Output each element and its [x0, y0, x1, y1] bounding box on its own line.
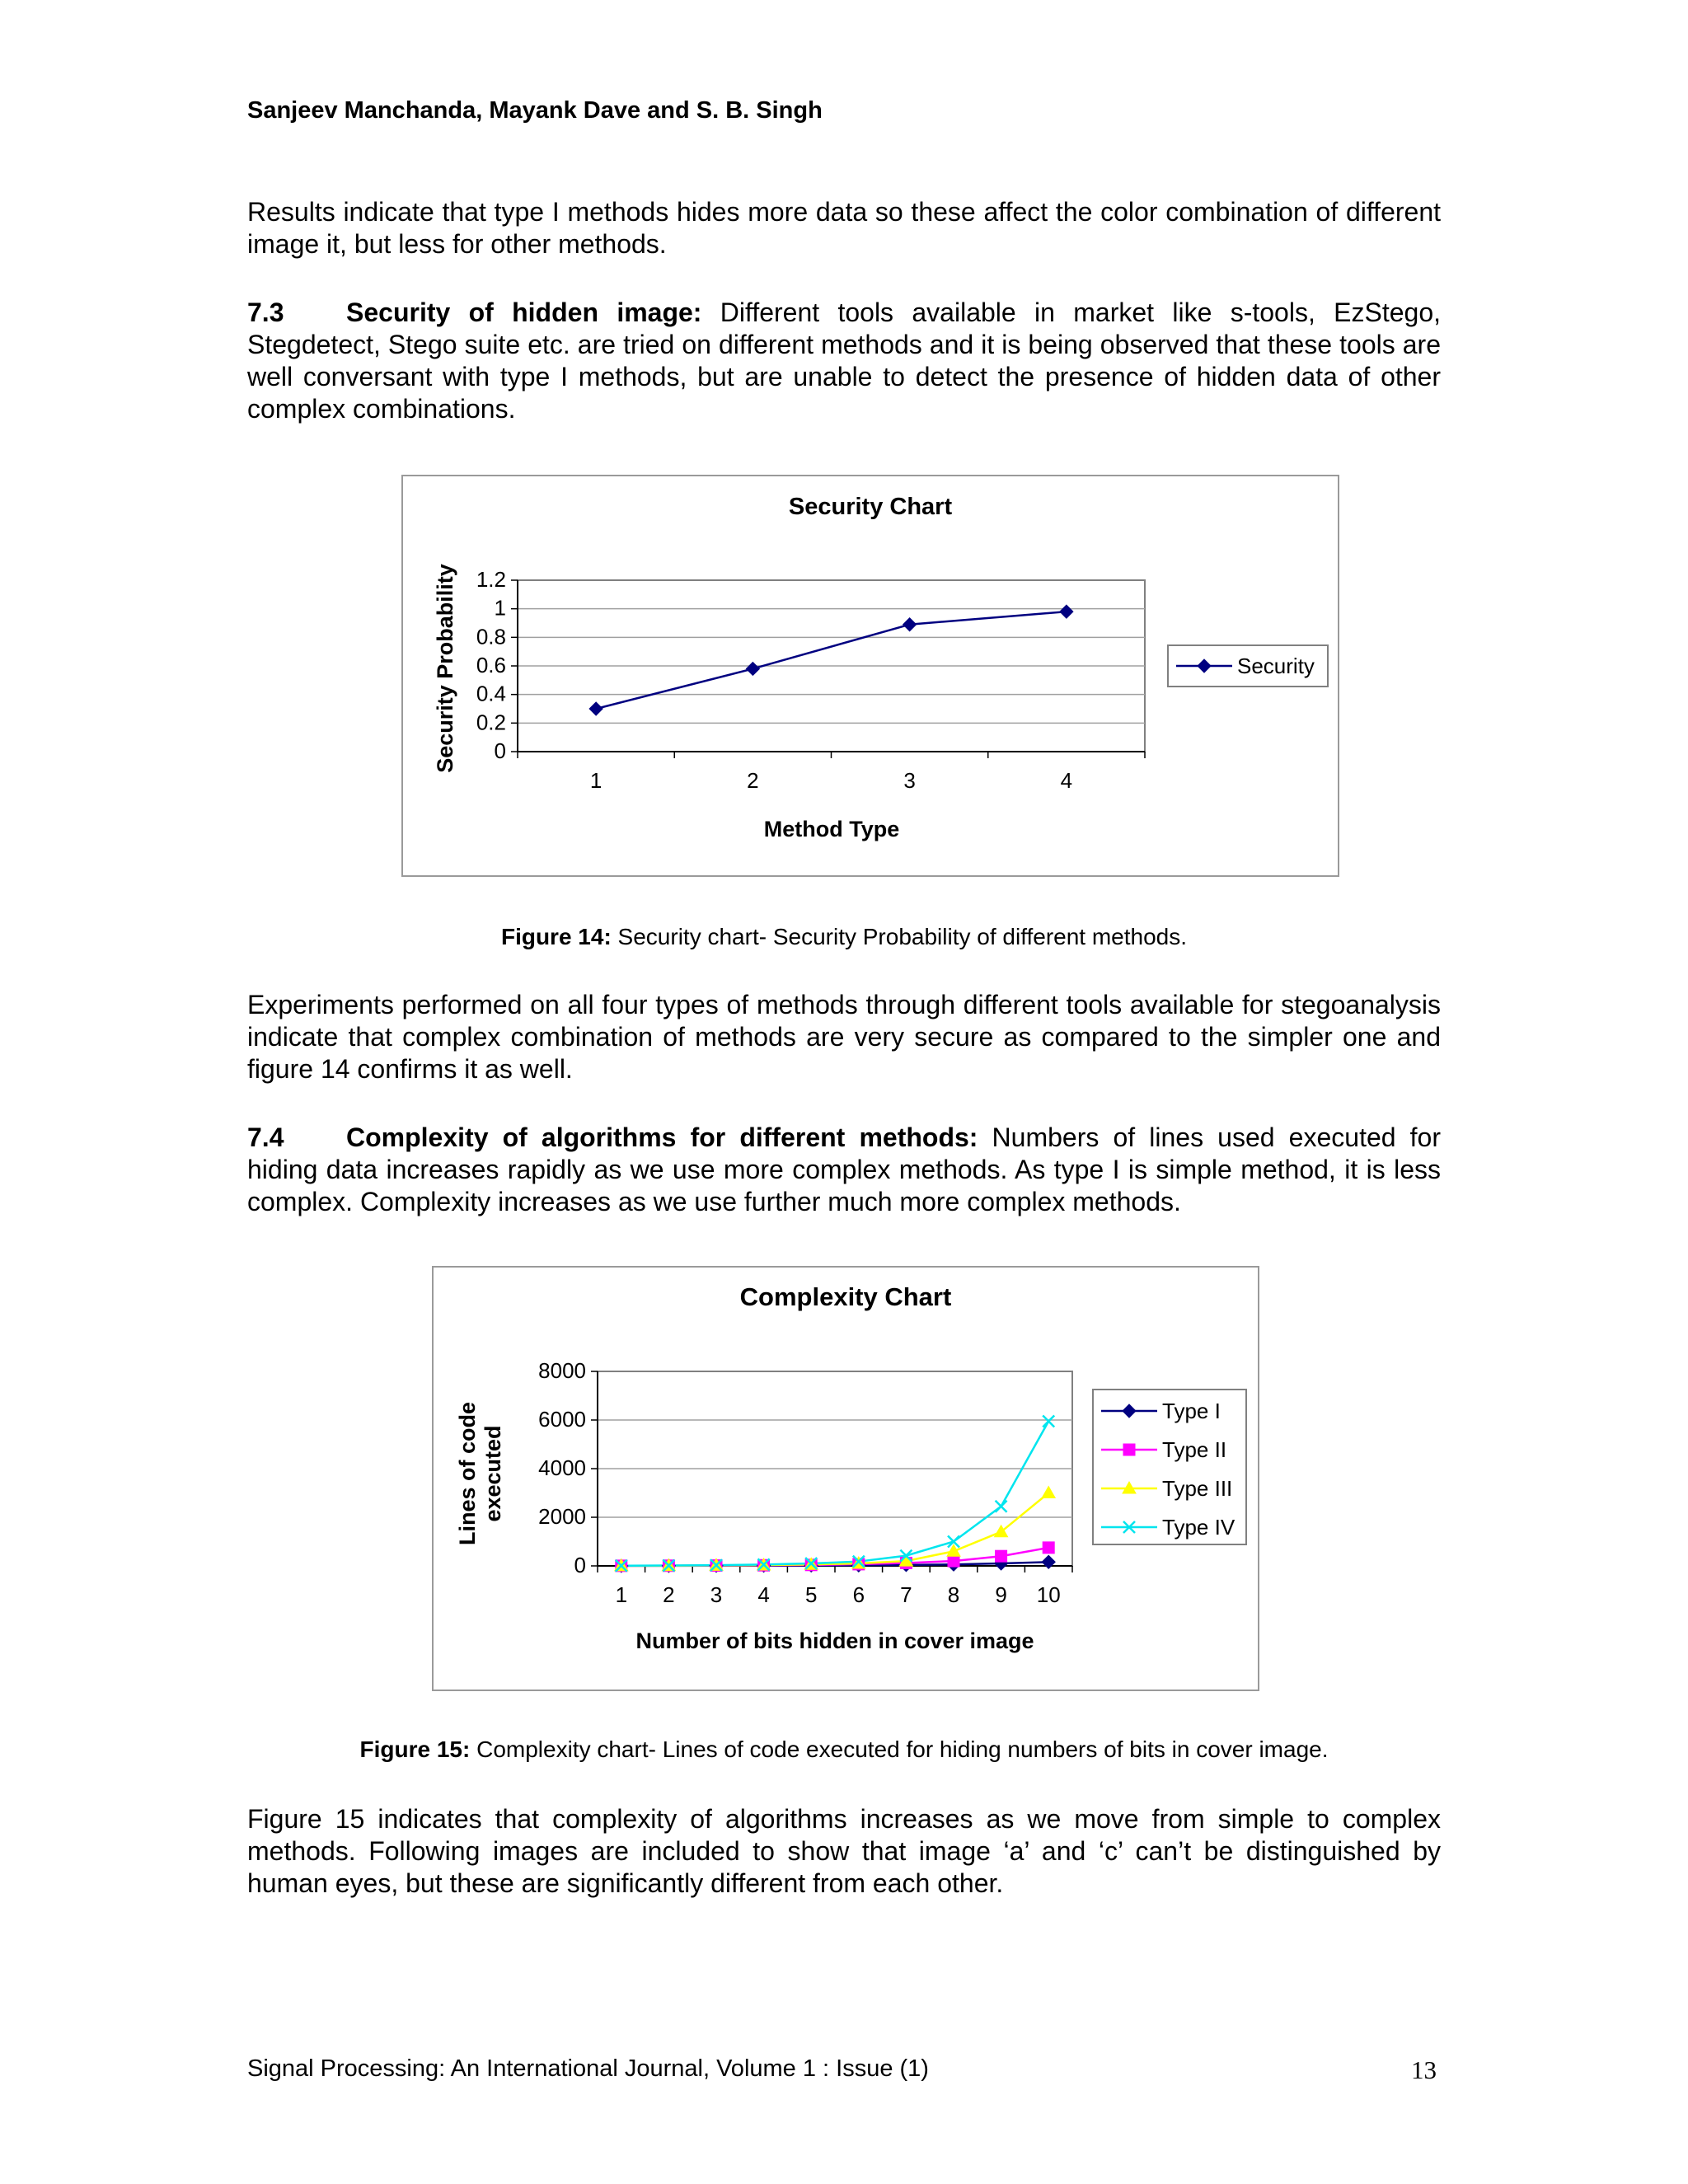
x-tick-label: 2	[747, 768, 759, 793]
data-point	[996, 1550, 1007, 1562]
security-chart	[403, 476, 1338, 875]
paragraph-results: Results indicate that type I methods hides more data so these affect the color combination of different image it, but less for other methods.	[247, 197, 1441, 259]
section-7-4	[247, 1122, 1441, 1218]
x-tick-label: 4	[757, 1582, 770, 1607]
section-title: Security of hidden image:	[346, 298, 702, 327]
figure-label: Figure 14:	[500, 924, 612, 949]
x-axis-label: Number of bits hidden in cover image	[635, 1629, 1034, 1653]
x-tick-label: 2	[663, 1582, 675, 1607]
y-tick-label: 6000	[538, 1407, 586, 1432]
figure-14-caption	[0, 924, 1688, 950]
paragraph-experiments: Experiments performed on all four types of methods through different tools available for stegoanalysis indicate that complex combination of methods are very secure as compared to the simpler one and figure 14 confirms it as well.	[247, 990, 1441, 1084]
data-point	[1043, 1542, 1054, 1554]
y-tick-label: 1.2	[476, 567, 506, 592]
paragraph-figure-15: Figure 15 indicates that complexity of algorithms increases as we move from simple to complex methods. Following images are included to show that image ‘a’ and ‘c’ can’t be distinguished by human eyes, but these are significantly different from each other.	[247, 1804, 1441, 1898]
section-body: Numbers of lines used executed for hiding data increases rapidly as we use more complex methods. As type I is simple method, it is less complex. Complexity increases as we use further much more complex methods.	[247, 1122, 1442, 1216]
x-tick-label: 6	[852, 1582, 865, 1607]
x-tick-label: 1	[589, 768, 603, 793]
y-tick-label: 0.6	[476, 653, 506, 677]
section-body: Different tools available in market like s-tools, EzStego, Stegdetect, Stego suite etc. are tried on different methods and it is being observed that these tools are well conversant with type I methods, but are unable to detect the presence of hidden data of other complex combinations.	[247, 298, 1442, 424]
y-tick-label: 8000	[538, 1358, 586, 1383]
complexity-chart-frame	[432, 1266, 1259, 1691]
footer-journal: Signal Processing: An International Journal, Volume 1 : Issue (1)	[247, 2055, 929, 2082]
x-tick-label: 4	[1060, 768, 1073, 793]
y-tick-label: 0	[494, 738, 506, 763]
chart-title: Complexity Chart	[739, 1282, 952, 1311]
security-chart-frame	[401, 475, 1339, 877]
x-tick-label: 3	[903, 768, 916, 793]
figure-caption-text: Complexity chart- Lines of code executed for hiding numbers of bits in cover image.	[470, 1736, 1329, 1762]
section-7-3	[247, 297, 1441, 425]
x-tick-label: 5	[804, 1582, 818, 1607]
y-tick-label: 1	[494, 595, 506, 621]
legend-label: Type III	[1162, 1476, 1233, 1501]
y-tick-label: 0.2	[476, 710, 506, 735]
section-number: 7.4	[247, 1122, 284, 1152]
data-point	[948, 1555, 959, 1567]
figure-15-caption	[0, 1736, 1688, 1763]
y-axis-label: Lines of codeexecuted	[455, 1401, 506, 1546]
page-number: 13	[1411, 2055, 1437, 2084]
x-tick-label: 9	[995, 1582, 1007, 1607]
section-number: 7.3	[247, 298, 284, 327]
x-axis-label: Method Type	[763, 817, 900, 841]
x-tick-label: 1	[615, 1582, 628, 1607]
y-tick-label: 0.8	[476, 624, 506, 649]
y-tick-label: 0	[574, 1553, 586, 1577]
legend-marker	[1123, 1444, 1135, 1455]
section-title: Complexity of algorithms for different methods:	[346, 1122, 978, 1152]
chart-title: Security Chart	[788, 494, 953, 520]
figure-label: Figure 15:	[359, 1736, 471, 1762]
y-tick-label: 4000	[538, 1455, 586, 1480]
x-tick-label: 3	[710, 1582, 723, 1607]
x-tick-label: 10	[1036, 1582, 1061, 1607]
running-header: Sanjeev Manchanda, Mayank Dave and S. B. Singh	[247, 97, 823, 124]
figure-caption-text: Security chart- Security Probability of different methods.	[611, 924, 1188, 949]
y-axis-label: Security Probability	[433, 564, 457, 773]
complexity-chart	[434, 1268, 1258, 1690]
x-tick-label: 8	[947, 1582, 960, 1607]
legend-label: Type II	[1162, 1437, 1227, 1462]
x-tick-label: 7	[900, 1582, 912, 1607]
legend-label: Type IV	[1162, 1515, 1236, 1540]
y-tick-label: 2000	[538, 1504, 586, 1529]
legend-label: Security	[1237, 654, 1315, 678]
legend-label: Type I	[1162, 1399, 1221, 1423]
y-tick-label: 0.4	[476, 681, 506, 706]
